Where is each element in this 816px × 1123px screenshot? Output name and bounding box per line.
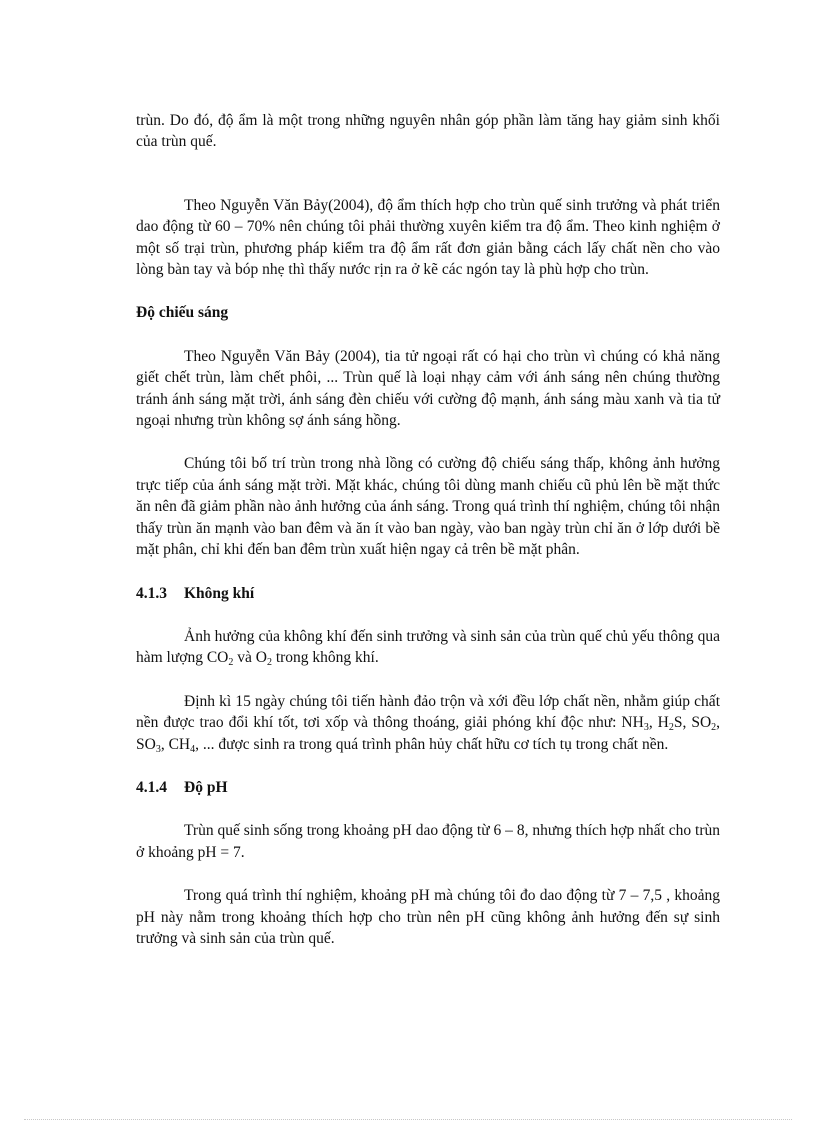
paragraph-light-experiment: Chúng tôi bố trí trùn trong nhà lồng có cường độ chiếu sáng thấp, không ảnh hưởng trực tiếp của ánh sáng mặt trời. Mặt khác, chúng tôi dùng manh chiếu cũ phủ lên bề mặt thức ăn nên đã giảm phần nào ảnh hưởng của ánh sáng. Trong quá trình thí nghiệm, chúng tôi nhận thấy trùn ăn mạnh vào ban đêm và ăn ít vào ban ngày, vào ban ngày trùn chỉ ăn ở lớp dưới bề mặt phân, chỉ khi đến ban đêm trùn xuất hiện ngay cả trên bề mặt phân. (136, 455, 720, 559)
page-bottom-divider (24, 1119, 792, 1120)
paragraph-light-uv: Theo Nguyễn Văn Bảy (2004), tia tử ngoại rất có hại cho trùn vì chúng có khả năng giết chết trùn, làm chết phôi, ... Trùn quế là loại nhạy cảm với ánh sáng nên chúng thường tránh ánh sáng mặt trời, ánh sáng đèn chiếu với cường độ mạnh, ánh sáng màu xanh và tia tử ngoại nhưng trùn không sợ ánh sáng hồng. (136, 347, 720, 430)
document-page (136, 110, 720, 949)
paragraph-ph-experiment: Trong quá trình thí nghiệm, khoảng pH mà chúng tôi đo dao động từ 7 – 7,5 , khoảng pH này nằm trong khoảng thích hợp cho trùn nên pH cũng không ảnh hưởng đến sự sinh trưởng và sinh sản của trùn quế. (136, 887, 720, 947)
paragraph-ph-range: Trùn quế sinh sống trong khoảng pH dao động từ 6 – 8, nhưng thích hợp nhất cho trùn ở khoảng pH = 7. (136, 822, 720, 861)
section-title: Độ pH (184, 778, 228, 796)
paragraph-air-turning: Định kì 15 ngày chúng tôi tiến hành đảo trộn và xới đều lớp chất nền, nhằm giúp chất nền được trao đổi khí tốt, tơi xốp và thông thoáng, giải phóng khí độc như: $NH_3$, $H_2S$, $SO_2$, $SO_3$, $CH_4$, ... được sinh ra trong quá trình phân hủy chất hữu cơ tích tụ trong chất nền. (136, 692, 721, 755)
paragraph-humidity-continuation: trùn. Do đó, độ ẩm là một trong những nguyên nhân góp phần làm tăng hay giảm sinh khối của trùn quế. (136, 112, 720, 151)
heading-ph (136, 777, 720, 798)
section-number: 4.1.4 (136, 778, 167, 796)
heading-light: Độ chiếu sáng (136, 304, 229, 322)
section-title: Không khí (184, 584, 255, 602)
paragraph-air-co2: Ảnh hưởng của không khí đến sinh trưởng và sinh sản của trùn quế chủ yếu thông qua hàm lượng $CO_2$ và $O_2$ trong không khí. (136, 627, 720, 669)
paragraph-humidity-range: Theo Nguyễn Văn Bảy(2004), độ ẩm thích hợp cho trùn quế sinh trưởng và phát triển dao động từ 60 – 70% nên chúng tôi phải thường xuyên kiểm tra độ ẩm. Theo kinh nghiệm ở một số trại trùn, phương pháp kiểm tra độ ẩm rất đơn giản bằng cách lấy chất nền cho vào lòng bàn tay và bóp nhẹ thì thấy nước rịn ra ở kẽ các ngón tay là phù hợp cho trùn. (136, 196, 720, 279)
heading-air (136, 583, 720, 604)
section-number: 4.1.3 (136, 584, 167, 602)
